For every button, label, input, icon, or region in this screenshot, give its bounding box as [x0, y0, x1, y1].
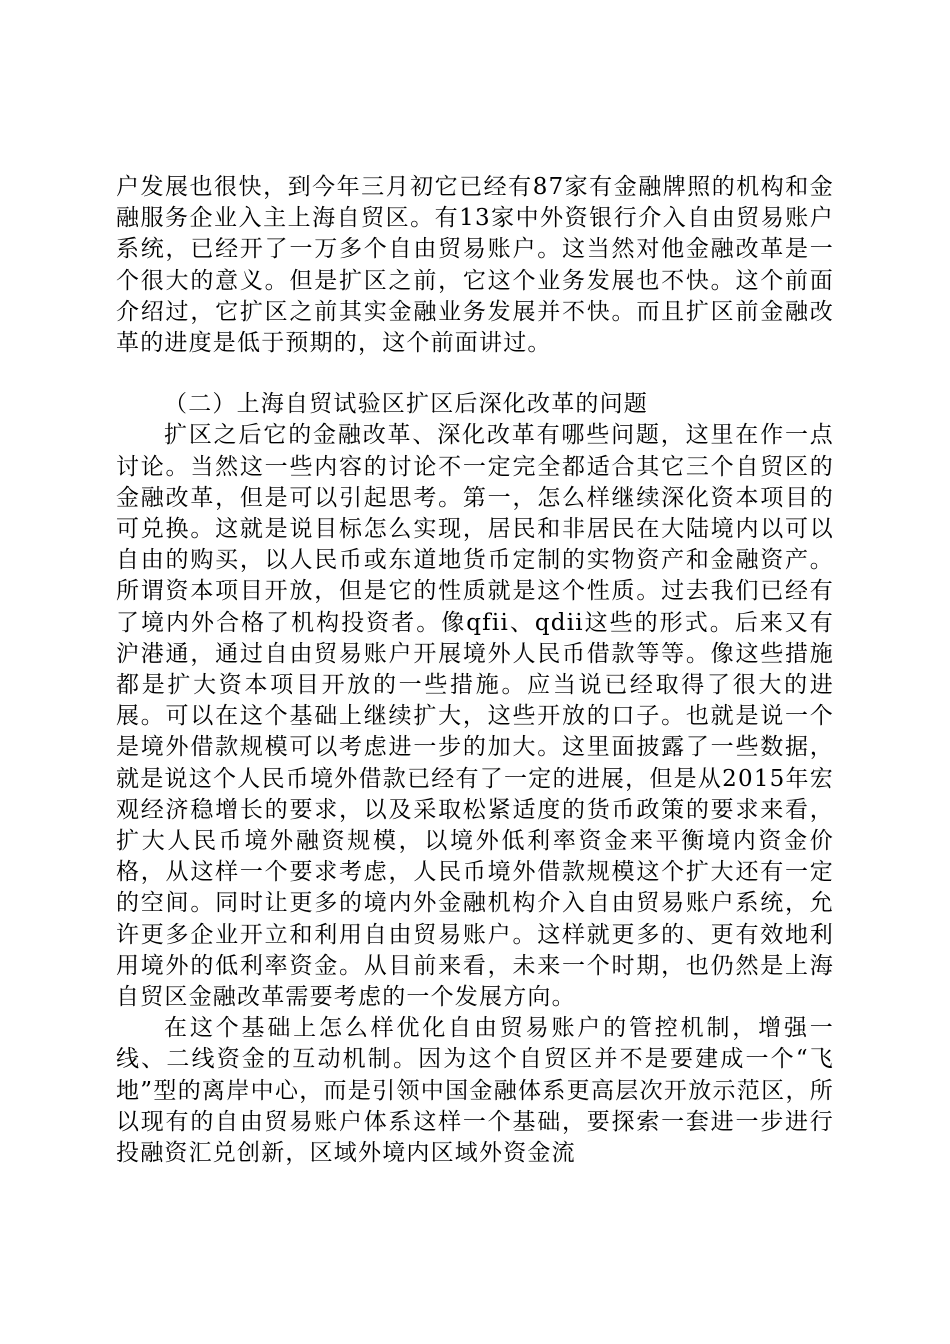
- paragraph-continuation: 户发展也很快，到今年三月初它已经有87家有金融牌照的机构和金融服务企业入主上海自贸区。有13家中外资银行介入自由贸易账户系统，已经开了一万多个自由贸易账户。这当然对他金融改革是一个很大的意义。但是扩区之前，它这个业务发展也不快。这个前面介绍过，它扩区之前其实金融业务发展并不快。而且扩区前金融改革的进度是低于预期的，这个前面讲过。: [116, 174, 834, 357]
- paragraph-body-2: 在这个基础上怎么样优化自由贸易账户的管控机制，增强一线、二线资金的互动机制。因为这个自贸区并不是要建成一个“飞地”型的离岸中心，而是引领中国金融体系更高层次开放示范区，所以现有的自由贸易账户体系这样一个基础，要探索一套进一步进行投融资汇兑创新，区域外境内区域外资金流: [116, 1015, 834, 1167]
- section-heading: （二）上海自贸试验区扩区后深化改革的问题: [164, 391, 648, 418]
- paragraph-body-1: 扩区之后它的金融改革、深化改革有哪些问题，这里在作一点讨论。当然这一些内容的讨论不一定完全都适合其它三个自贸区的金融改革，但是可以引起思考。第一，怎么样继续深化资本项目的可兑换。这就是说目标怎么实现，居民和非居民在大陆境内以可以自由的购买，以人民币或东道地货币定制的实物资产和金融资产。所谓资本项目开放，但是它的性质就是这个性质。过去我们已经有了境内外合格了机构投资者。像qfii、qdii这些的形式。后来又有沪港通，通过自由贸易账户开展境外人民币借款等等。像这些措施都是扩大资本项目开放的一些措施。应当说已经取得了很大的进展。可以在这个基础上继续扩大，这些开放的口子。也就是说一个是境外借款规模可以考虑进一步的加大。这里面披露了一些数据，就是说这个人民币境外借款已经有了一定的进展，但是从2015年宏观经济稳增长的要求，以及采取松紧适度的货币政策的要求来看，扩大人民币境外融资规模，以境外低利率资金来平衡境内资金价格，从这样一个要求考虑，人民币境外借款规模这个扩大还有一定的空间。同时让更多的境内外金融机构介入自由贸易账户系统，允许更多企业开立和利用自由贸易账户。这样就更多的、更有效地利用境外的低利率资金。从目前来看，未来一个时期，也仍然是上海自贸区金融改革需要考虑的一个发展方向。: [116, 422, 834, 1011]
- document-page: [116, 172, 834, 1169]
- paragraph-gap: [116, 359, 834, 389]
